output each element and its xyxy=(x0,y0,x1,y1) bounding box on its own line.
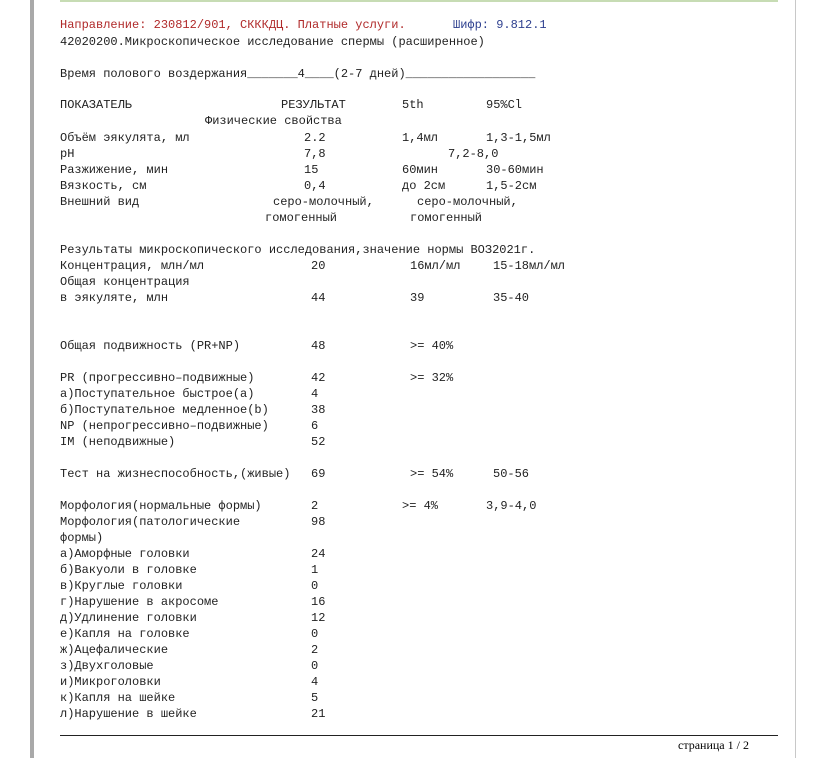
footer-divider xyxy=(60,735,778,736)
row-ci: 30-60мин xyxy=(486,163,544,177)
row-ci: 35-40 xyxy=(493,291,530,305)
row-name: Разжижение, мин xyxy=(60,163,169,177)
direction-text: Направление: 230812/901, СКККДЦ. Платные услуги. xyxy=(60,18,406,32)
row-5th: 16мл/мл xyxy=(410,259,461,273)
row-norm: >= 4% xyxy=(402,499,439,513)
left-border xyxy=(30,0,34,758)
row-name: PR (прогрессивно–подвижные) xyxy=(60,371,255,385)
row-result: 4 xyxy=(311,387,319,401)
row-name: IM (неподвижные) xyxy=(60,435,176,449)
row-result: 1 xyxy=(311,563,319,577)
row-name: Концентрация, млн/мл xyxy=(60,259,205,273)
row-result: 24 xyxy=(311,547,326,561)
row-result: 0 xyxy=(311,659,319,673)
physical-title: Физические свойства xyxy=(205,114,342,128)
row-name: л)Нарушение в шейке xyxy=(60,707,197,721)
right-border xyxy=(795,0,796,758)
row-name: е)Капля на головке xyxy=(60,627,190,641)
col-result: РЕЗУЛЬТАТ xyxy=(281,98,346,112)
row-name: а)Поступательное быстрое(а) xyxy=(60,387,255,401)
row-name: NP (непрогрессивно–подвижные) xyxy=(60,419,269,433)
row-ci: 3,9-4,0 xyxy=(486,499,537,513)
row-result: 15 xyxy=(304,163,319,177)
abstinence-line: Время полового воздержания_______4____(2-7 дней)__________________ xyxy=(60,67,536,81)
row-name: б)Вакуоли в головке xyxy=(60,563,197,577)
row-ci: 1,3-1,5мл xyxy=(486,131,551,145)
row-name: Общая подвижность (PR+NP) xyxy=(60,339,241,353)
row-result: 48 xyxy=(311,339,326,353)
row-name: ж)Ацефалические xyxy=(60,643,169,657)
row-result: 42 xyxy=(311,371,326,385)
appearance-ref: серо-молочный, xyxy=(417,195,518,209)
top-border xyxy=(60,0,778,2)
row-name: Общая концентрация xyxy=(60,275,190,289)
row-result: 69 xyxy=(311,467,326,481)
row-name: pH xyxy=(60,147,75,161)
row-result: 0 xyxy=(311,627,319,641)
row-result: 44 xyxy=(311,291,326,305)
row-result: 5 xyxy=(311,691,319,705)
row-result: 52 xyxy=(311,435,326,449)
row-ci: 7,2-8,0 xyxy=(448,147,499,161)
row-name: в эякуляте, млн xyxy=(60,291,169,305)
row-ci: 50-56 xyxy=(493,467,530,481)
appearance-ref-cont: гомогенный xyxy=(410,211,483,225)
appearance-result-cont: гомогенный xyxy=(265,211,338,225)
row-name: Тест на жизнеспособность,(живые) xyxy=(60,467,291,481)
row-name: Морфология(патологические xyxy=(60,515,241,529)
row-ci: 1,5-2см xyxy=(486,179,537,193)
row-5th: 1,4мл xyxy=(402,131,439,145)
row-result: 20 xyxy=(311,259,326,273)
row-5th: 60мин xyxy=(402,163,439,177)
row-result: 38 xyxy=(311,403,326,417)
micro-title: Результаты микроскопического исследования,значение нормы ВОЗ2021г. xyxy=(60,243,536,257)
row-result: 6 xyxy=(311,419,319,433)
row-result: 7,8 xyxy=(304,147,326,161)
row-name: д)Удлинение головки xyxy=(60,611,197,625)
row-result: 0,4 xyxy=(304,179,326,193)
col-ci: 95%Cl xyxy=(486,98,523,112)
row-name: б)Поступательное медленное(b) xyxy=(60,403,269,417)
code-text: Шифр: 9.812.1 xyxy=(453,18,547,32)
row-name: Объём эякулята, мл xyxy=(60,131,190,145)
row-name: в)Круглые головки xyxy=(60,579,183,593)
row-name: к)Капля на шейке xyxy=(60,691,176,705)
appearance-result: серо-молочный, xyxy=(273,195,374,209)
row-name: з)Двухголовые xyxy=(60,659,154,673)
row-result: 2 xyxy=(311,643,319,657)
col-5th: 5th xyxy=(402,98,424,112)
row-result: 98 xyxy=(311,515,326,529)
row-result: 21 xyxy=(311,707,326,721)
row-ci: 15-18мл/мл xyxy=(493,259,566,273)
row-result: 16 xyxy=(311,595,326,609)
row-result: 12 xyxy=(311,611,326,625)
test-name: 42020200.Микроскопическое исследование спермы (расширенное) xyxy=(60,35,485,49)
appearance-name: Внешний вид xyxy=(60,195,140,209)
col-param: ПОКАЗАТЕЛЬ xyxy=(60,98,133,112)
row-5th: 39 xyxy=(410,291,425,305)
row-norm: >= 32% xyxy=(410,371,454,385)
row-result: 2.2 xyxy=(304,131,326,145)
row-norm: >= 40% xyxy=(410,339,454,353)
row-name: г)Нарушение в акросоме xyxy=(60,595,219,609)
row-name: Вязкость, см xyxy=(60,179,147,193)
row-result: 0 xyxy=(311,579,319,593)
row-norm: >= 54% xyxy=(410,467,454,481)
row-name: и)Микроголовки xyxy=(60,675,161,689)
row-result: 4 xyxy=(311,675,319,689)
row-5th: до 2см xyxy=(402,179,446,193)
page-number: страница 1 / 2 xyxy=(678,738,749,752)
row-name: Морфология(нормальные формы) xyxy=(60,499,262,513)
row-result: 2 xyxy=(311,499,319,513)
row-name: а)Аморфные головки xyxy=(60,547,190,561)
row-name: формы) xyxy=(60,531,104,545)
